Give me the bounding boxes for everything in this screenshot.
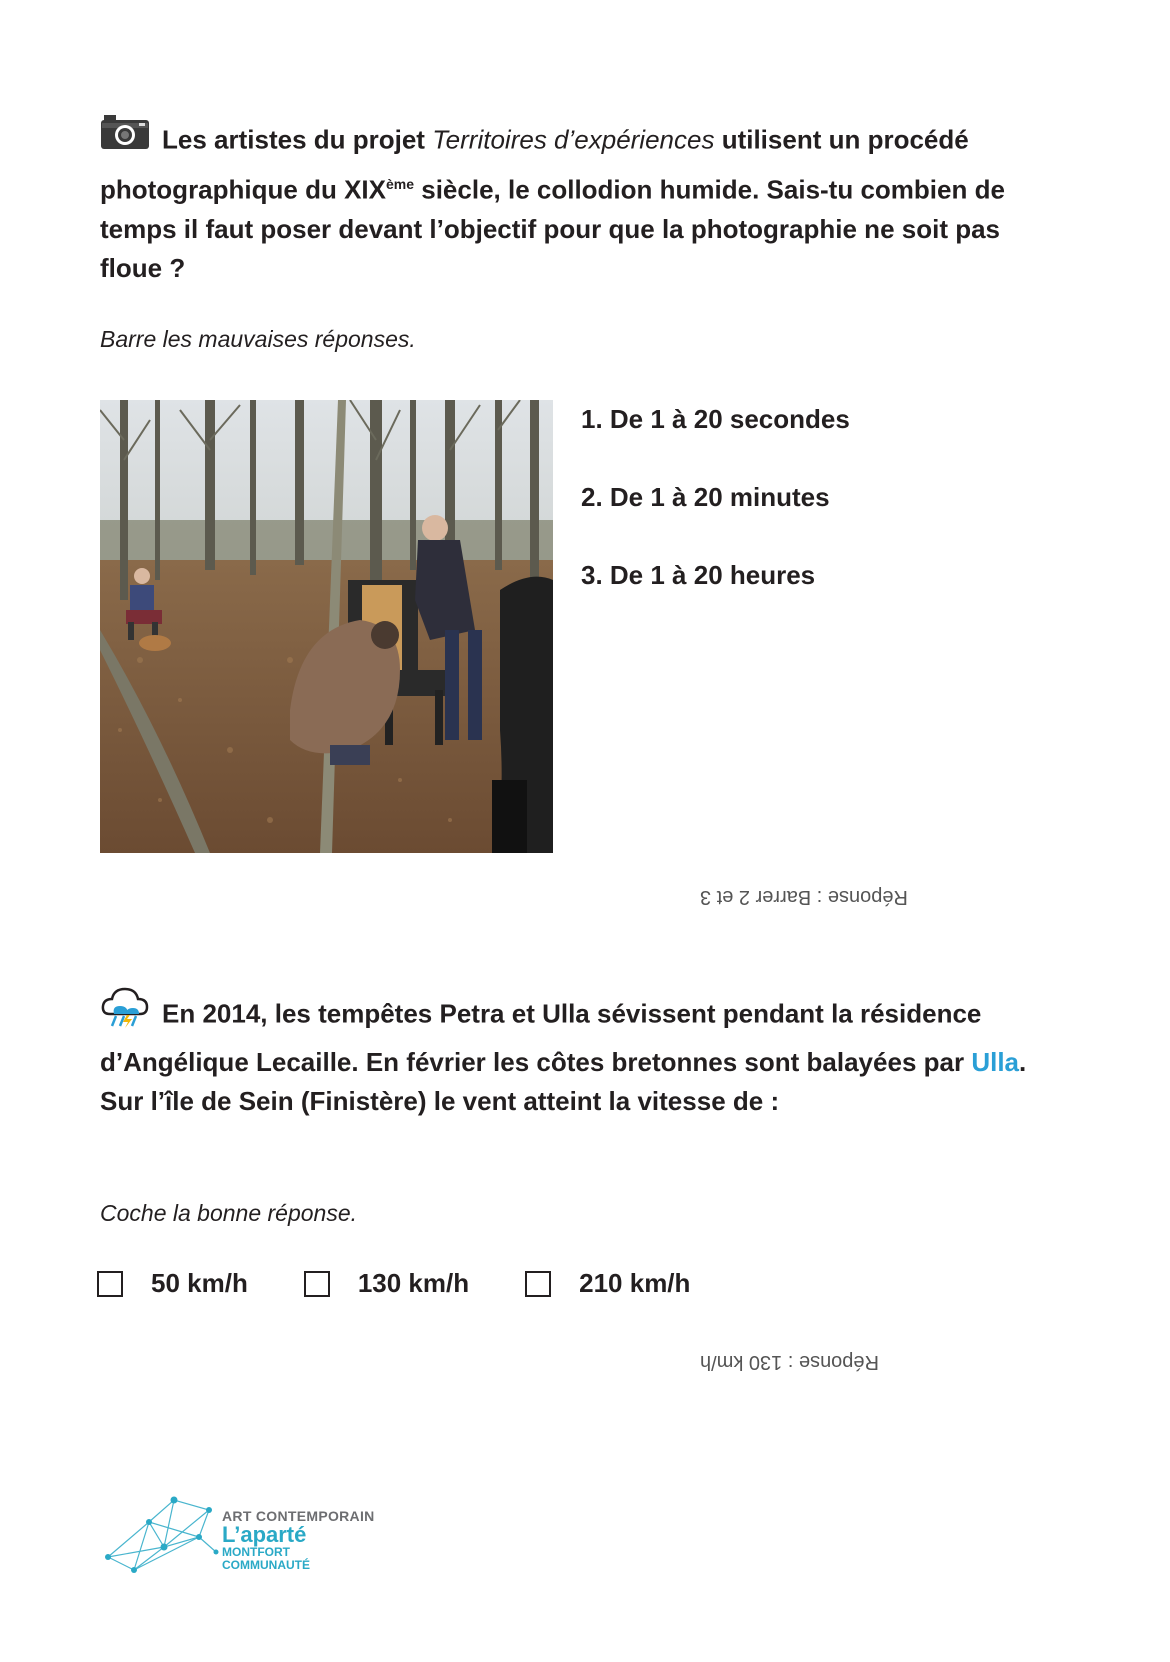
project-title: Territoires d’expériences — [432, 124, 715, 155]
question-2 — [100, 988, 1060, 1121]
network-graphic — [104, 1492, 224, 1582]
logo-line-1: ART CONTEMPORAIN — [222, 1508, 375, 1524]
choice-label: 50 km/h — [151, 1268, 248, 1298]
choices-2 — [97, 1268, 746, 1299]
option-1[interactable]: 1. De 1 à 20 secondes — [581, 404, 850, 434]
choice-label: 130 km/h — [357, 1268, 470, 1298]
laparte-logo — [104, 1492, 394, 1582]
question-1 — [100, 118, 1060, 288]
choice-130[interactable] — [304, 1268, 469, 1299]
choice-50[interactable] — [97, 1268, 248, 1299]
forest-photo — [100, 400, 553, 853]
question-2-text-after: . Sur l’île de Sein (Finistère) le vent atteint la vitesse de : — [100, 1047, 1027, 1116]
checkbox[interactable] — [304, 1271, 330, 1297]
checkbox[interactable] — [525, 1271, 551, 1297]
choice-210[interactable] — [525, 1268, 690, 1299]
camera-icon — [100, 114, 150, 161]
logo-line-3: MONTFORT — [222, 1545, 290, 1559]
checkbox[interactable] — [97, 1271, 123, 1297]
logo-line-4: COMMUNAUTÉ — [222, 1558, 310, 1572]
question-1-text-after: siècle, le collodion humide. Sais-tu combien de temps il faut poser devant l’objectif pour que la photographie ne soit pas floue ? — [100, 174, 1005, 283]
instruction-2: Coche la bonne réponse. — [100, 1200, 358, 1226]
answer-2-upside-down: Réponse : 130 km/h — [700, 1351, 879, 1373]
options-list-1 — [581, 400, 850, 634]
question-1-text-before: Les artistes du projet — [162, 124, 433, 155]
logo-line-2: L’aparté — [222, 1522, 307, 1547]
question-2-text-before: En 2014, les tempêtes Petra et Ulla sévissent pendant la résidence d’Angélique Lecaille. En février les côtes bretonnes sont balayées par — [100, 998, 982, 1077]
superscript: ème — [385, 176, 415, 192]
storm-name-highlight: Ulla — [971, 1047, 1019, 1077]
choice-label: 210 km/h — [579, 1268, 691, 1298]
instruction-1: Barre les mauvaises réponses. — [100, 326, 416, 352]
question-1-text-mid: utilisent un procédé photographique du XIX — [100, 124, 969, 205]
option-3[interactable]: 3. De 1 à 20 heures — [581, 560, 816, 590]
option-2[interactable]: 2. De 1 à 20 minutes — [581, 482, 830, 512]
answer-1-upside-down: Réponse : Barrer 2 et 3 — [700, 886, 908, 908]
storm-cloud-icon — [100, 984, 150, 1039]
